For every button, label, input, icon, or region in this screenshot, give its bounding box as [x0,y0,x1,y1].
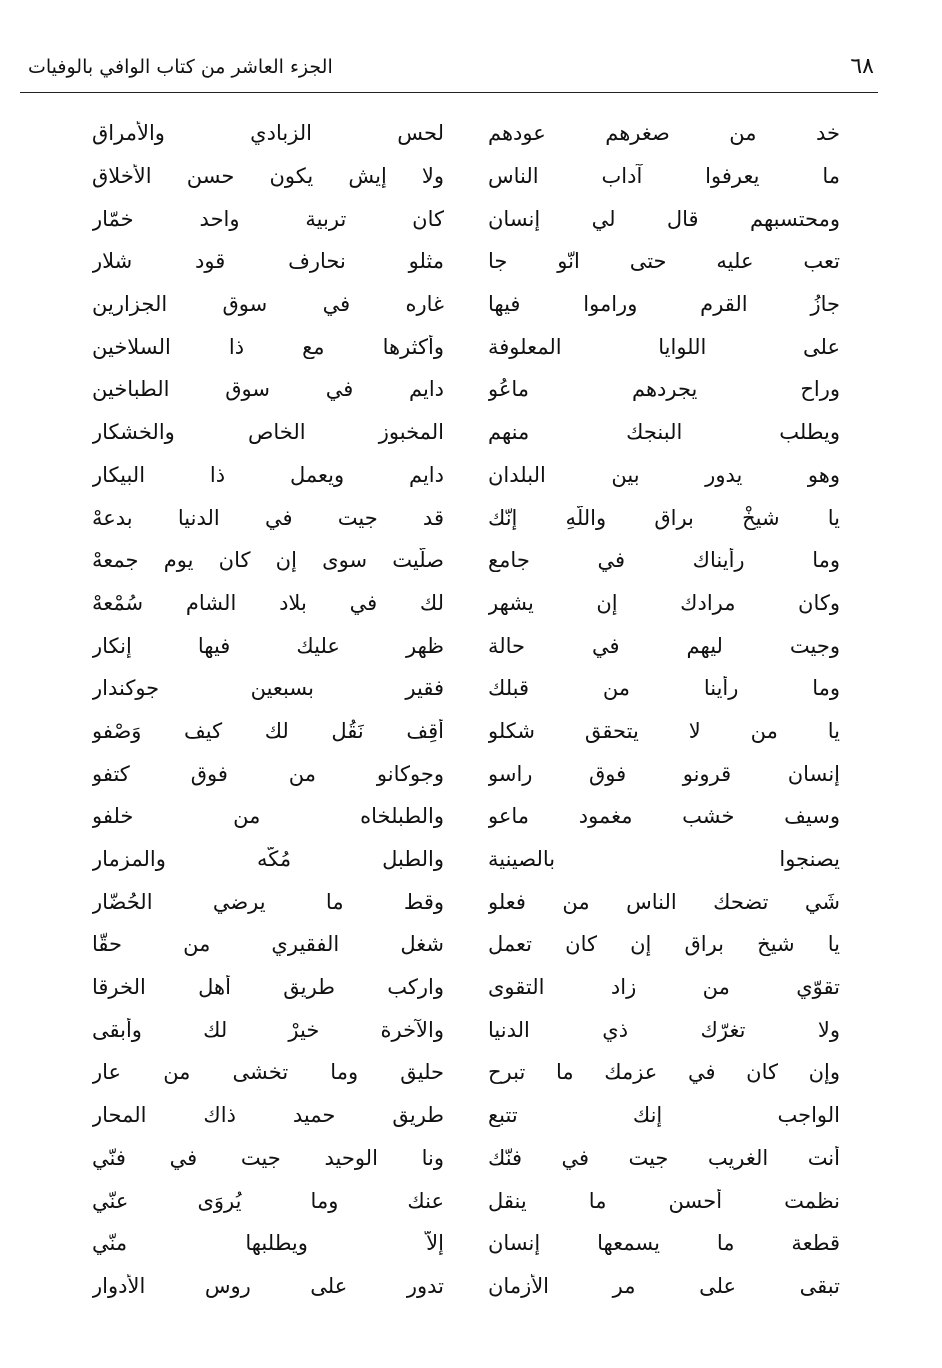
running-title: الجزء العاشر من كتاب الوافي بالوفيات [28,56,333,78]
verse-right-hemistich: تعب عليه حتى انّو جا [488,249,840,274]
verse-left-hemistich: تدور على روس الأدوار [92,1273,444,1298]
verse-line [92,368,840,411]
verse-line [92,624,840,667]
verse-left-hemistich: قد جيت في الدنيا بدعهْ [92,505,444,530]
verse-left-hemistich: حليق وما تخشى من عار [92,1060,444,1085]
verse-left-hemistich: إلاّ ويطلبها منّي [92,1231,444,1256]
verse-line [92,496,840,539]
verse-left-hemistich: لك في بلاد الشام سُمْعهْ [92,590,444,615]
verse-line [92,923,840,966]
verse-left-hemistich: واركب طريق أهل الخرقا [92,975,444,1000]
verse-left-hemistich: ظهر عليك فيها إنكار [92,633,444,658]
verse-left-hemistich: أَقِف نَقُل لك كيف وَصْفو [92,718,444,743]
verse-right-hemistich: وإن كان في عزمك ما تبرح [488,1060,840,1085]
verse-right-hemistich: تقوّي من زاد التقوى [488,975,840,1000]
verse-line [92,966,840,1009]
verse-left-hemistich: دايم ويعمل ذا البيكار [92,462,444,487]
verse-right-hemistich: وكان مرادك إن يشهر [488,590,840,615]
verse-left-hemistich: طريق حميد ذاك المحار [92,1103,444,1128]
verse-right-hemistich: وما رأينا من قبلك [488,676,840,701]
verse-line [92,1222,840,1265]
verse-left-hemistich: صلّيت سوى إن كان يوم جمعهْ [92,548,444,573]
verse-line [92,1179,840,1222]
verse-line [92,582,840,625]
verse-right-hemistich: وهو يدور بين البلدان [488,462,840,487]
verse-line [92,667,840,710]
verse-right-hemistich: نظمت أحسن ما ينقل [488,1188,840,1213]
verse-line [92,411,840,454]
verse-left-hemistich: وجوكانو من فوق كتفو [92,761,444,786]
verse-line [92,539,840,582]
verse-line [92,1094,840,1137]
verse-right-hemistich: وسيف خشب مغمود ماعو [488,804,840,829]
verse-line [92,1265,840,1308]
verse-line [92,112,840,155]
verse-right-hemistich: على اللوايا المعلوفة [488,334,840,359]
poem-body [92,112,840,1307]
verse-line [92,880,840,923]
verse-line [92,240,840,283]
verse-left-hemistich: والطبلخاه من خلفو [92,804,444,829]
verse-right-hemistich: تبقى على مر الأزمان [488,1273,840,1298]
verse-line [92,325,840,368]
verse-left-hemistich: مثلو نحارف قود شلار [92,249,444,274]
verse-left-hemistich: غاره في سوق الجزارين [92,292,444,317]
verse-right-hemistich: يا شيخ براق إن كان تعمل [488,932,840,957]
verse-right-hemistich: يا من لا يتحقق شكلو [488,718,840,743]
verse-right-hemistich: الواجب إنك تتبع [488,1103,840,1128]
verse-line [92,1008,840,1051]
verse-line [92,838,840,881]
verse-right-hemistich: يا شيخْ براق واللّهِ إنّك [488,505,840,530]
verse-left-hemistich: ولا إيش يكون حسن الأخلاق [92,164,444,189]
verse-left-hemistich: لحس الزبادي والأمراق [92,121,444,146]
verse-right-hemistich: يصنجوا بالصينية [488,847,840,872]
verse-right-hemistich: قطعة ما يسمعها إنسان [488,1231,840,1256]
verse-left-hemistich: فقير بسبعين جوكندار [92,676,444,701]
verse-line [92,155,840,198]
page-number: ٦٨ [850,54,874,79]
verse-left-hemistich: والآخرة خيرْ لك وأبقى [92,1017,444,1042]
verse-right-hemistich: إنسان قرونو فوق راسو [488,761,840,786]
verse-line [92,1137,840,1180]
verse-left-hemistich: وأكثرها مع ذا السلاخين [92,334,444,359]
verse-right-hemistich: ولا تغرّك ذي الدنيا [488,1017,840,1042]
verse-left-hemistich: ونا الوحيد جيت في فنّي [92,1145,444,1170]
verse-right-hemistich: وما رأيناك في جامع [488,548,840,573]
verse-line [92,197,840,240]
verse-right-hemistich: وراح يجردهم ماعُو [488,377,840,402]
verse-left-hemistich: المخبوز الخاص والخشكار [92,420,444,445]
verse-right-hemistich: جازُ القرم وراموا فيها [488,292,840,317]
verse-right-hemistich: خد من صغرهم عودهم [488,121,840,146]
verse-line [92,283,840,326]
verse-left-hemistich: والطبل مُكّه والمزمار [92,847,444,872]
verse-right-hemistich: ما يعرفوا آداب الناس [488,164,840,189]
verse-left-hemistich: شغل الفقيري من حقّا [92,932,444,957]
verse-left-hemistich: عنك وما يُروَى عنّي [92,1188,444,1213]
verse-line [92,454,840,497]
verse-left-hemistich: دايم في سوق الطباخين [92,377,444,402]
verse-line [92,795,840,838]
verse-right-hemistich: ومحتسبهم قال لي إنسان [488,206,840,231]
verse-right-hemistich: وجيت ليهم في حالة [488,633,840,658]
verse-line [92,710,840,753]
verse-right-hemistich: ويطلب البنجك منهم [488,420,840,445]
verse-left-hemistich: كان تربية واحد خمّار [92,206,444,231]
verse-right-hemistich: شَي تضحك الناس من فعلو [488,889,840,914]
page-header [20,48,878,93]
verse-line [92,1051,840,1094]
verse-line [92,752,840,795]
verse-left-hemistich: وقط ما يرضي الحُضّار [92,889,444,914]
verse-right-hemistich: أنت الغريب جيت في فنّك [488,1145,840,1170]
